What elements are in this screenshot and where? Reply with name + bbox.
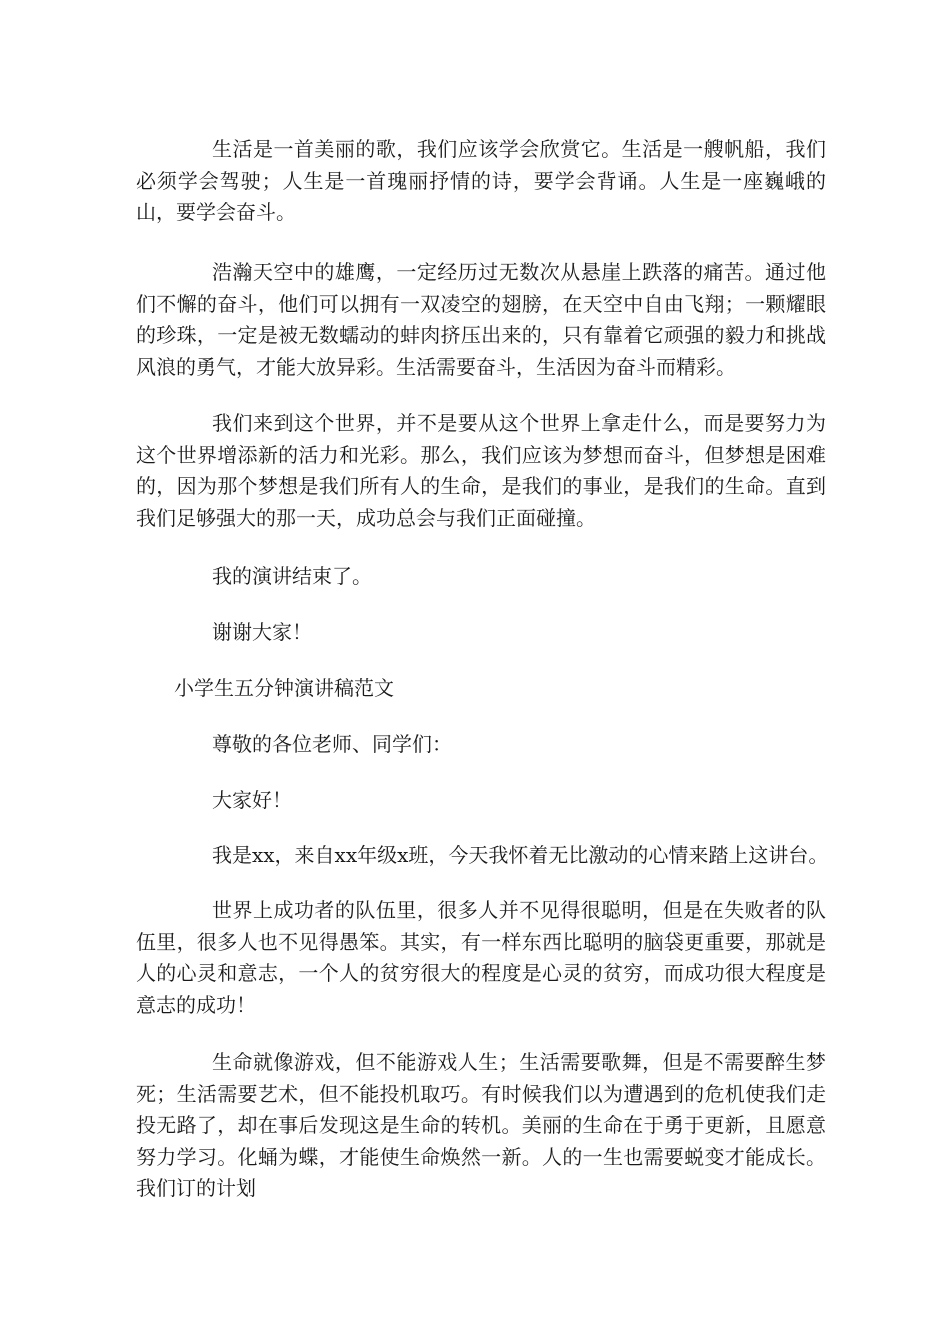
section-title: 小学生五分钟演讲稿范文 xyxy=(174,676,394,700)
paragraph-life-game: 生命就像游戏，但不能游戏人生；生活需要歌舞，但是不需要醉生梦死；生活需要艺术，但不能投机取巧。有时候我们以为遭遇到的危机使我们走投无路了，却在事后发现这是生命的转机。美丽的生命在于勇于更新，且愿意努力学习。化蛹为蝶，才能使生命焕然一新。人的一生也需要蜕变才能成长。我们订的计划 xyxy=(136,1050,826,1200)
thanks-line: 谢谢大家！ xyxy=(212,620,312,644)
self-intro-line: 我是xx，来自xx年级x班，今天我怀着无比激动的心情来踏上这讲台。 xyxy=(212,843,829,867)
paragraph-success-will: 世界上成功者的队伍里，很多人并不见得很聪明，但是在失败者的队伍里，很多人也不见得愚笨。其实，有一样东西比聪明的脑袋更重要，那就是人的心灵和意志，一个人的贫穷很大的程度是心灵的贫穷，而成功很大程度是意志的成功！ xyxy=(136,898,826,1017)
salutation-line: 尊敬的各位老师、同学们： xyxy=(212,732,452,756)
paragraph-eagle-pearl: 浩瀚天空中的雄鹰，一定经历过无数次从悬崖上跌落的痛苦。通过他们不懈的奋斗，他们可以拥有一双凌空的翅膀，在天空中自由飞翔；一颗耀眼的珍珠，一定是被无数蠕动的蚌肉挤压出来的，只有靠着它顽强的毅力和挑战风浪的勇气，才能大放异彩。生活需要奋斗，生活因为奋斗而精彩。 xyxy=(136,260,826,379)
greeting-line: 大家好！ xyxy=(212,788,292,812)
paragraph-come-to-world: 我们来到这个世界，并不是要从这个世界上拿走什么，而是要努力为这个世界增添新的活力和光彩。那么，我们应该为梦想而奋斗，但梦想是困难的，因为那个梦想是我们所有人的生命，是我们的事业，是我们的生命。直到我们足够强大的那一天，成功总会与我们正面碰撞。 xyxy=(136,411,826,530)
paragraph-life-song: 生活是一首美丽的歌，我们应该学会欣赏它。生活是一艘帆船，我们必须学会驾驶；人生是一首瑰丽抒情的诗，要学会背诵。人生是一座巍峨的山，要学会奋斗。 xyxy=(136,137,826,224)
speech-end-line: 我的演讲结束了。 xyxy=(212,564,372,588)
